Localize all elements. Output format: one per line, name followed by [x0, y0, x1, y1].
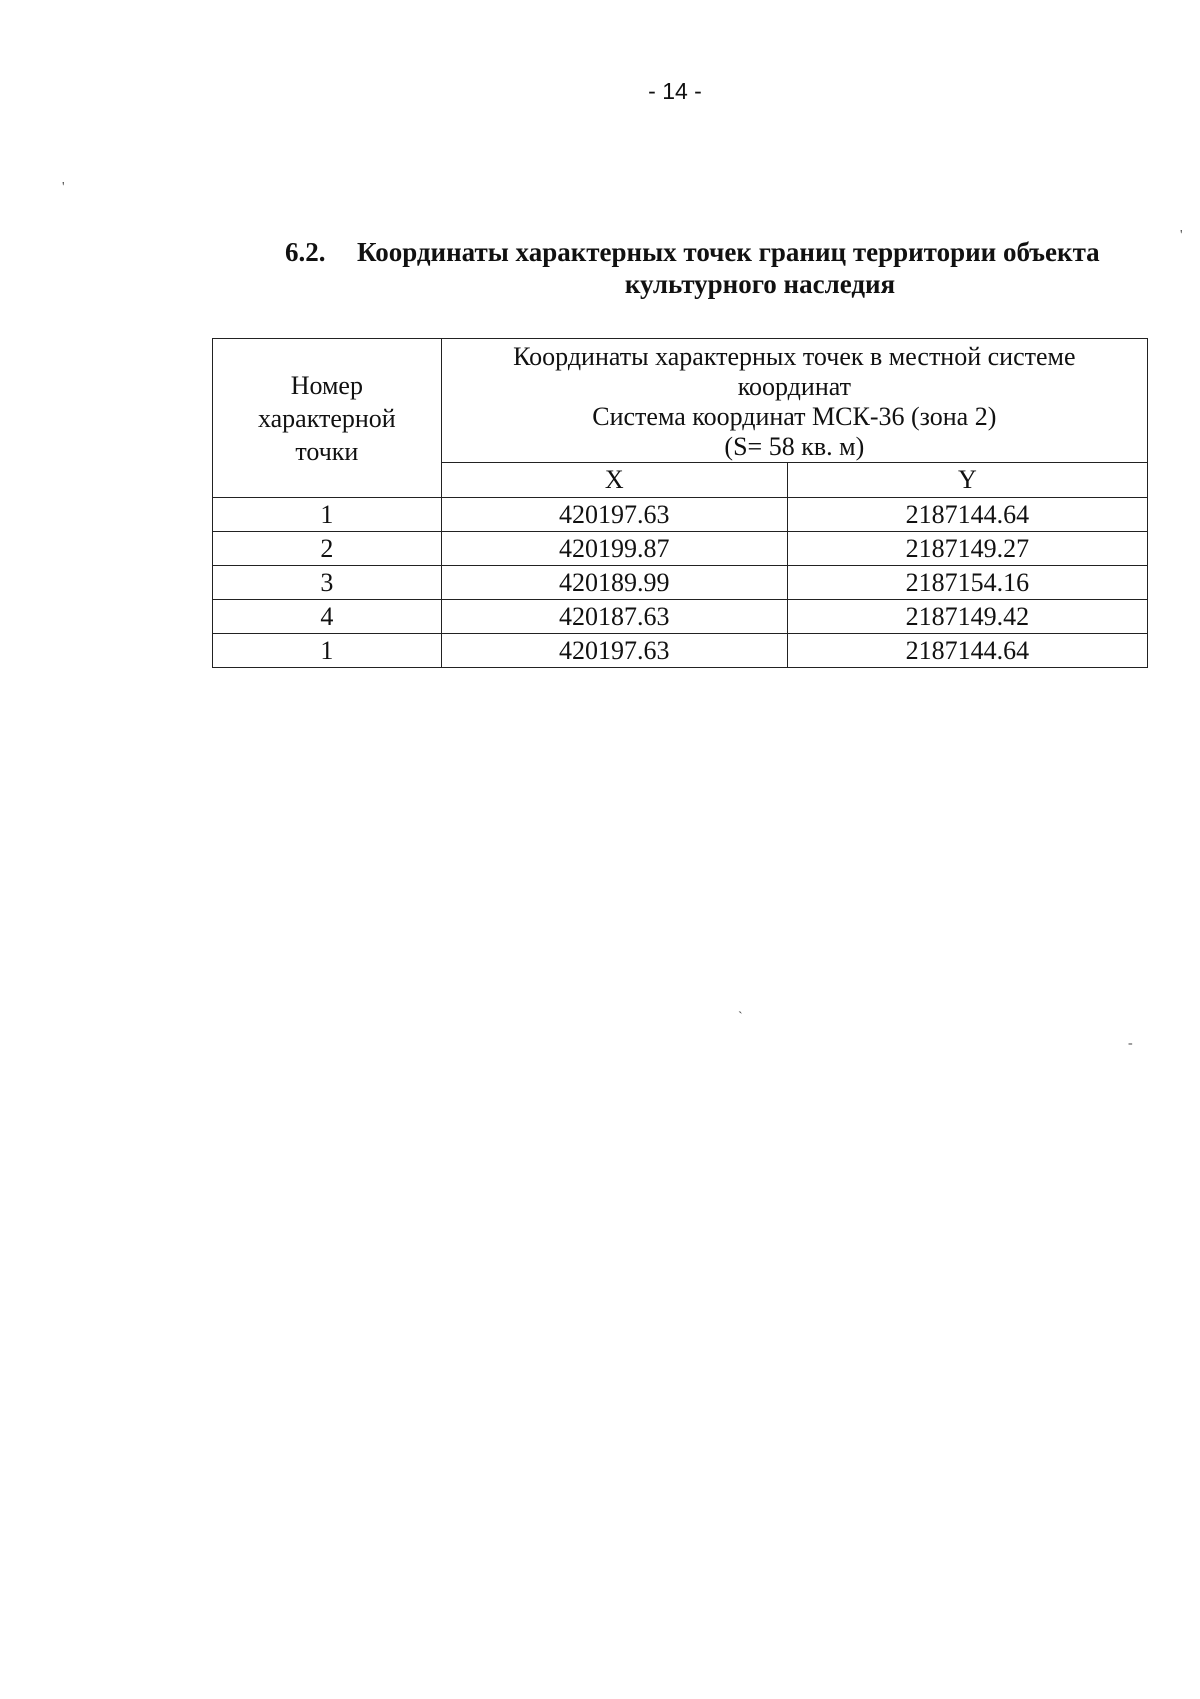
table-row: [213, 600, 1148, 634]
point-cell: 4: [213, 600, 442, 634]
section-heading: [285, 236, 1145, 300]
coords-header-line: (S= 58 кв. м): [724, 432, 865, 461]
point-header-line: Номер: [290, 370, 363, 400]
scan-speck: ': [1180, 228, 1183, 243]
y-header: Y: [787, 463, 1147, 498]
coordinates-table: [212, 338, 1148, 668]
scan-speck: -: [1128, 1036, 1133, 1051]
section-title-line1: Координаты характерных точек границ территории объекта: [357, 237, 1100, 267]
y-cell: 2187149.27: [787, 532, 1147, 566]
page-number: - 14 -: [648, 78, 702, 104]
x-header: X: [441, 463, 787, 498]
coords-header-line: координат: [737, 372, 851, 401]
coordinates-header: [441, 339, 1147, 463]
y-cell: 2187144.64: [787, 634, 1147, 668]
section-title-line2: культурного наследия: [624, 269, 896, 299]
x-cell: 420187.63: [441, 600, 787, 634]
y-cell: 2187144.64: [787, 498, 1147, 532]
table-header-row: [213, 339, 1148, 463]
table-row: [213, 532, 1148, 566]
point-cell: 3: [213, 566, 442, 600]
scan-speck: ': [62, 180, 65, 195]
point-cell: 1: [213, 634, 442, 668]
point-number-header: [213, 339, 442, 498]
point-cell: 2: [213, 532, 442, 566]
x-cell: 420197.63: [441, 634, 787, 668]
point-header-line: характерной: [257, 403, 396, 433]
x-cell: 420189.99: [441, 566, 787, 600]
coords-header-line: Координаты характерных точек в местной системе: [513, 342, 1076, 371]
scan-speck: `: [738, 1010, 743, 1025]
y-cell: 2187154.16: [787, 566, 1147, 600]
point-cell: 1: [213, 498, 442, 532]
table-row: [213, 634, 1148, 668]
table-row: [213, 566, 1148, 600]
table-row: [213, 498, 1148, 532]
x-cell: 420199.87: [441, 532, 787, 566]
y-cell: 2187149.42: [787, 600, 1147, 634]
section-number: 6.2.: [285, 237, 326, 267]
point-header-line: точки: [295, 436, 359, 466]
x-cell: 420197.63: [441, 498, 787, 532]
coords-header-line: Система координат МСК-36 (зона 2): [592, 402, 997, 431]
